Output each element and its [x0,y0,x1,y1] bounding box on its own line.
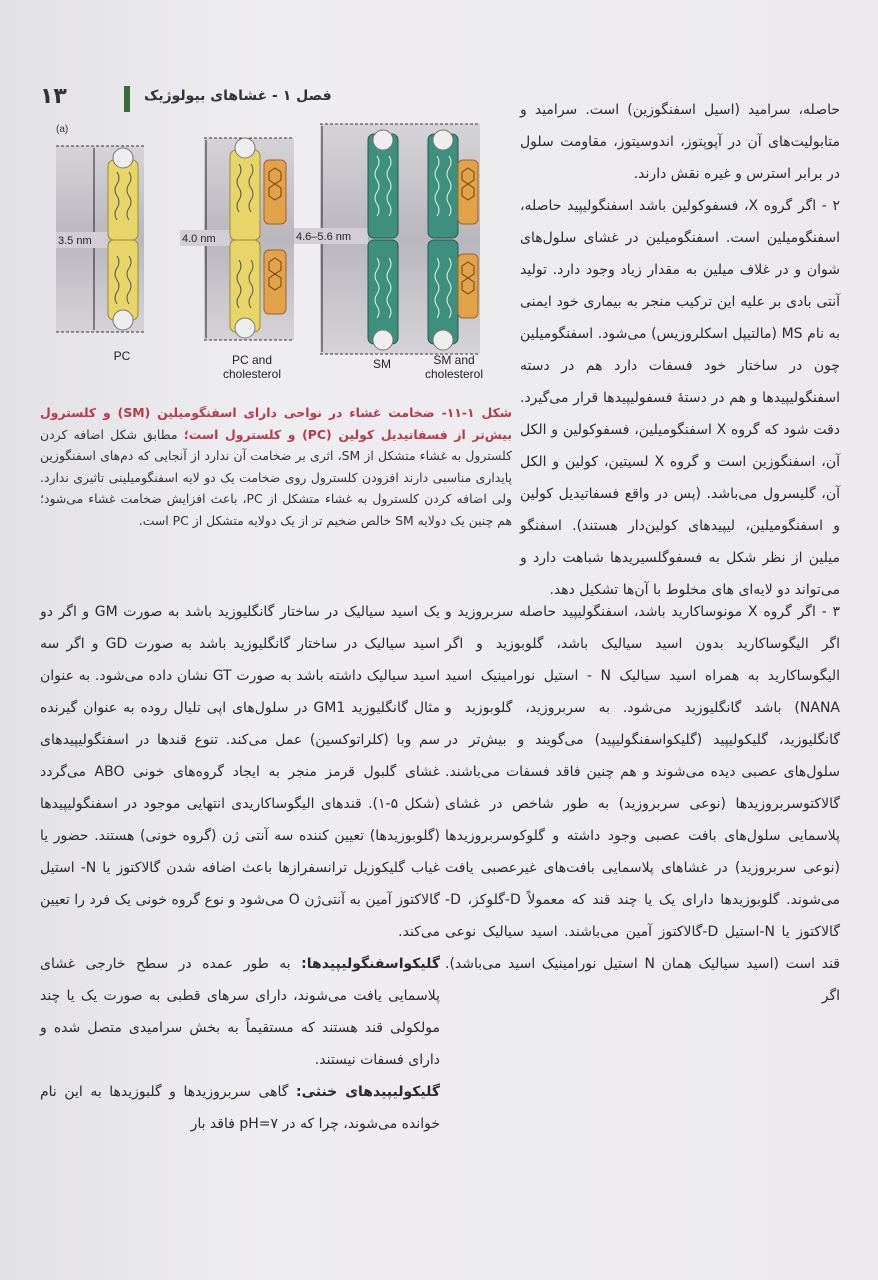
figure-caption [40,402,512,531]
text-column-top-right [520,94,840,606]
membrane-thickness-figure [40,120,500,390]
page-number: ۱۳ [40,84,67,109]
label-pc-chol-2: cholesterol [222,367,282,381]
sm-lipid [368,130,398,350]
paragraph: ۲ - اگر گروه X، فسفوکولین باشد اسفنگولیپید حاصله، اسفنگومیلین است. اسفنگومیلین در غشای سلول‌های شوان و در غلاف میلین به مقدار زیاد وجود دارد. تولید آنتی بادی بر علیه این ترکیب منجر به بیماری خود ایمنی به نام MS (مالتیپل اسکلروزیس) می‌شود. اسفنگومیلین چون در ساختار خود فسفات دارد هم در دسته اسفنگولیپیدها و هم در دستهٔ فسفولیپیدها قرار می‌گیرد. دقت شود که گروه X اسفنگومیلین، فسفوکولین و الکل آن، اسفنگوزین است و گروه X لسیتین، کولین و الکل آن، گلیسرول می‌باشد. (پس در واقع فسفاتیدیل کولین و اسفنگومیلین، لیپیدهای کولین‌دار هستند). اسفنگو میلین از نظر شکل به فسفوگلسیریدها شباهت دارد و می‌تواند دو لایه‌ای های مخلوط با آن‌ها تشکیل دهد. [520,198,840,598]
svg-text:3.5 nm: 3.5 nm [58,235,92,247]
paragraph: حاصله، سرامید (اسیل اسفنگوزین) است. سرامید و متابولیت‌های آن در آپوپتوز، اندوسیتوز، مقاومت سلول در برابر استرس و غیره نقش دارند. [520,102,840,182]
label-pc: PC [113,349,131,363]
paragraph: ۳ - اگر گروه X مونوساکارید باشد، اسفنگولیپید حاصله سربروزید و اگر الیگوساکارید بدون اسید سیالیک باشد، گلوبوزید و اگر الیگوساکارید به همراه اسید سیالیک N - استیل نورامینیک اسید NANA) باشد گانگلیوزید می‌شود. به سربروزید، گلوبوزید و گانگلیوزید، گلیکولیپید (گلیکواسفنگولیپید) می‌گویند و بیش‌تر در سلول‌های عصبی دیده می‌شوند و هم چنین فاقد فسفات می‌باشند. گالاکتوسربروزیدها (نوعی سربروزید) به طور شاخص در غشای پلاسمایی سلول‌های بافت عصبی وجود داشته و گلوکوسربروزیدها (نوعی سربروزید) در غشاهای پلاسمایی بافت‌های غیرعصبی یافت می‌شوند. گلوبوزیدها دارای یک یا چند قند که معمولاً D-گلوکز، D-گالاکتوز یا N-استیل D-گالاکتوز آمین می‌باشند. اسید سیالیک نوعی قند است (اسید سیالیک همان N استیل نورامینیک اسید می‌باشد). اگر [445,604,841,1004]
paragraph [40,1076,440,1140]
label-pc-chol-1: PC and [231,353,273,367]
label-sm-chol-2: cholesterol [424,367,484,381]
label-sm: SM [373,357,391,371]
chapter-title: فصل ۱ - غشاهای بیولوژیک [144,88,332,104]
text-column-bottom-right [445,596,840,1012]
bilayer-diagram [40,120,500,390]
term-body: به طور عمده در سطح خارجی غشای پلاسمایی یافت می‌شوند، دارای سرهای قطبی به صورت یک یا چند مولکولی قند هستند که مستقیماً به بخش سرامیدی متصل شده و دارای فسفات نیستند. [40,956,440,1068]
paragraph: یک اسید سیالیک در ساختار گانگلیوزید باشد به صورت GM و اگر دو اسید سیالیک در ساختار گانگلیوزید باشد به صورت GD و اگر سه اسید سیالیک داشته باشد به صورت GT نشان داده می‌شود. به عنوان مثال گانگلیوزید GM1 در سلول‌های اپی تلیال روده به عنوان گیرنده سم وبا (کلراتوکسین) عمل می‌کند. تنوع قندها در اسفنگولیپیدهای غشای گلبول قرمز منجر به ایجاد گروه‌های خونی ABO می‌گردد (شکل ۵-۱). قندهای الیگوساکاریدی انتهایی موجود در اسفنگولیپیدها (گلوبوزیدها) تعیین کننده سه آنتی ژن (گروه خونی) هستند. حضور یا غیاب گلیکوزیل ترانسفرازها باعث اضافه شدن گالاکتوز یا N- استیل گالاکتوز آمین به آنتی‌ژن O می‌شود و نوع گروه خونی یک فرد را تعیین می‌کند. [40,604,440,940]
term-body: گاهی سربروزیدها و گلبوزیدها به این نام خوانده می‌شوند، چرا که در pH=۷ فاقد بار [40,1084,440,1132]
svg-text:4.0 nm: 4.0 nm [182,233,216,245]
caption-body: مطابق شکل اضافه کردن کلسترول به غشاء متشکل از SM، اثری بر ضخامت آن ندارد از آنجایی که دم‌های اسفنگوزین پایداری مناسبی دارند افزودن کلسترول روی ضخامت یک دو لایه اسفنگومیلینی تاثیری ندارد. ولی اضافه کردن کلسترول به غشاء متشکل از PC، باعث افزایش ضخامت غشاء می‌شود؛ هم چنین یک دولایه SM خالص ضخیم تر از یک دولایه متشکل از PC است. [40,426,512,528]
paragraph [40,948,440,1076]
cholesterol-bottom [264,250,286,314]
page-header [40,84,460,116]
text-column-left [40,596,440,1140]
caption-title: شکل ۱-۱۱- ضخامت غشاء در نواحی دارای اسفنگومیلین (SM) و کلسترول بیش‌تر از فسفاتیدیل کولین (PC) و کلسترول است؛ [40,405,513,442]
pc-lipid [108,148,138,330]
panel-label: (a) [56,124,69,135]
label-sm-chol-1: SM and [433,353,475,367]
header-divider [124,86,130,112]
term-heading: گلیکواسفنگولیپیدها: [301,956,440,972]
svg-text:4.6–5.6 nm: 4.6–5.6 nm [296,231,352,243]
cholesterol-top [264,160,286,224]
term-heading: گلیکولیپیدهای خنثی: [295,1084,440,1100]
